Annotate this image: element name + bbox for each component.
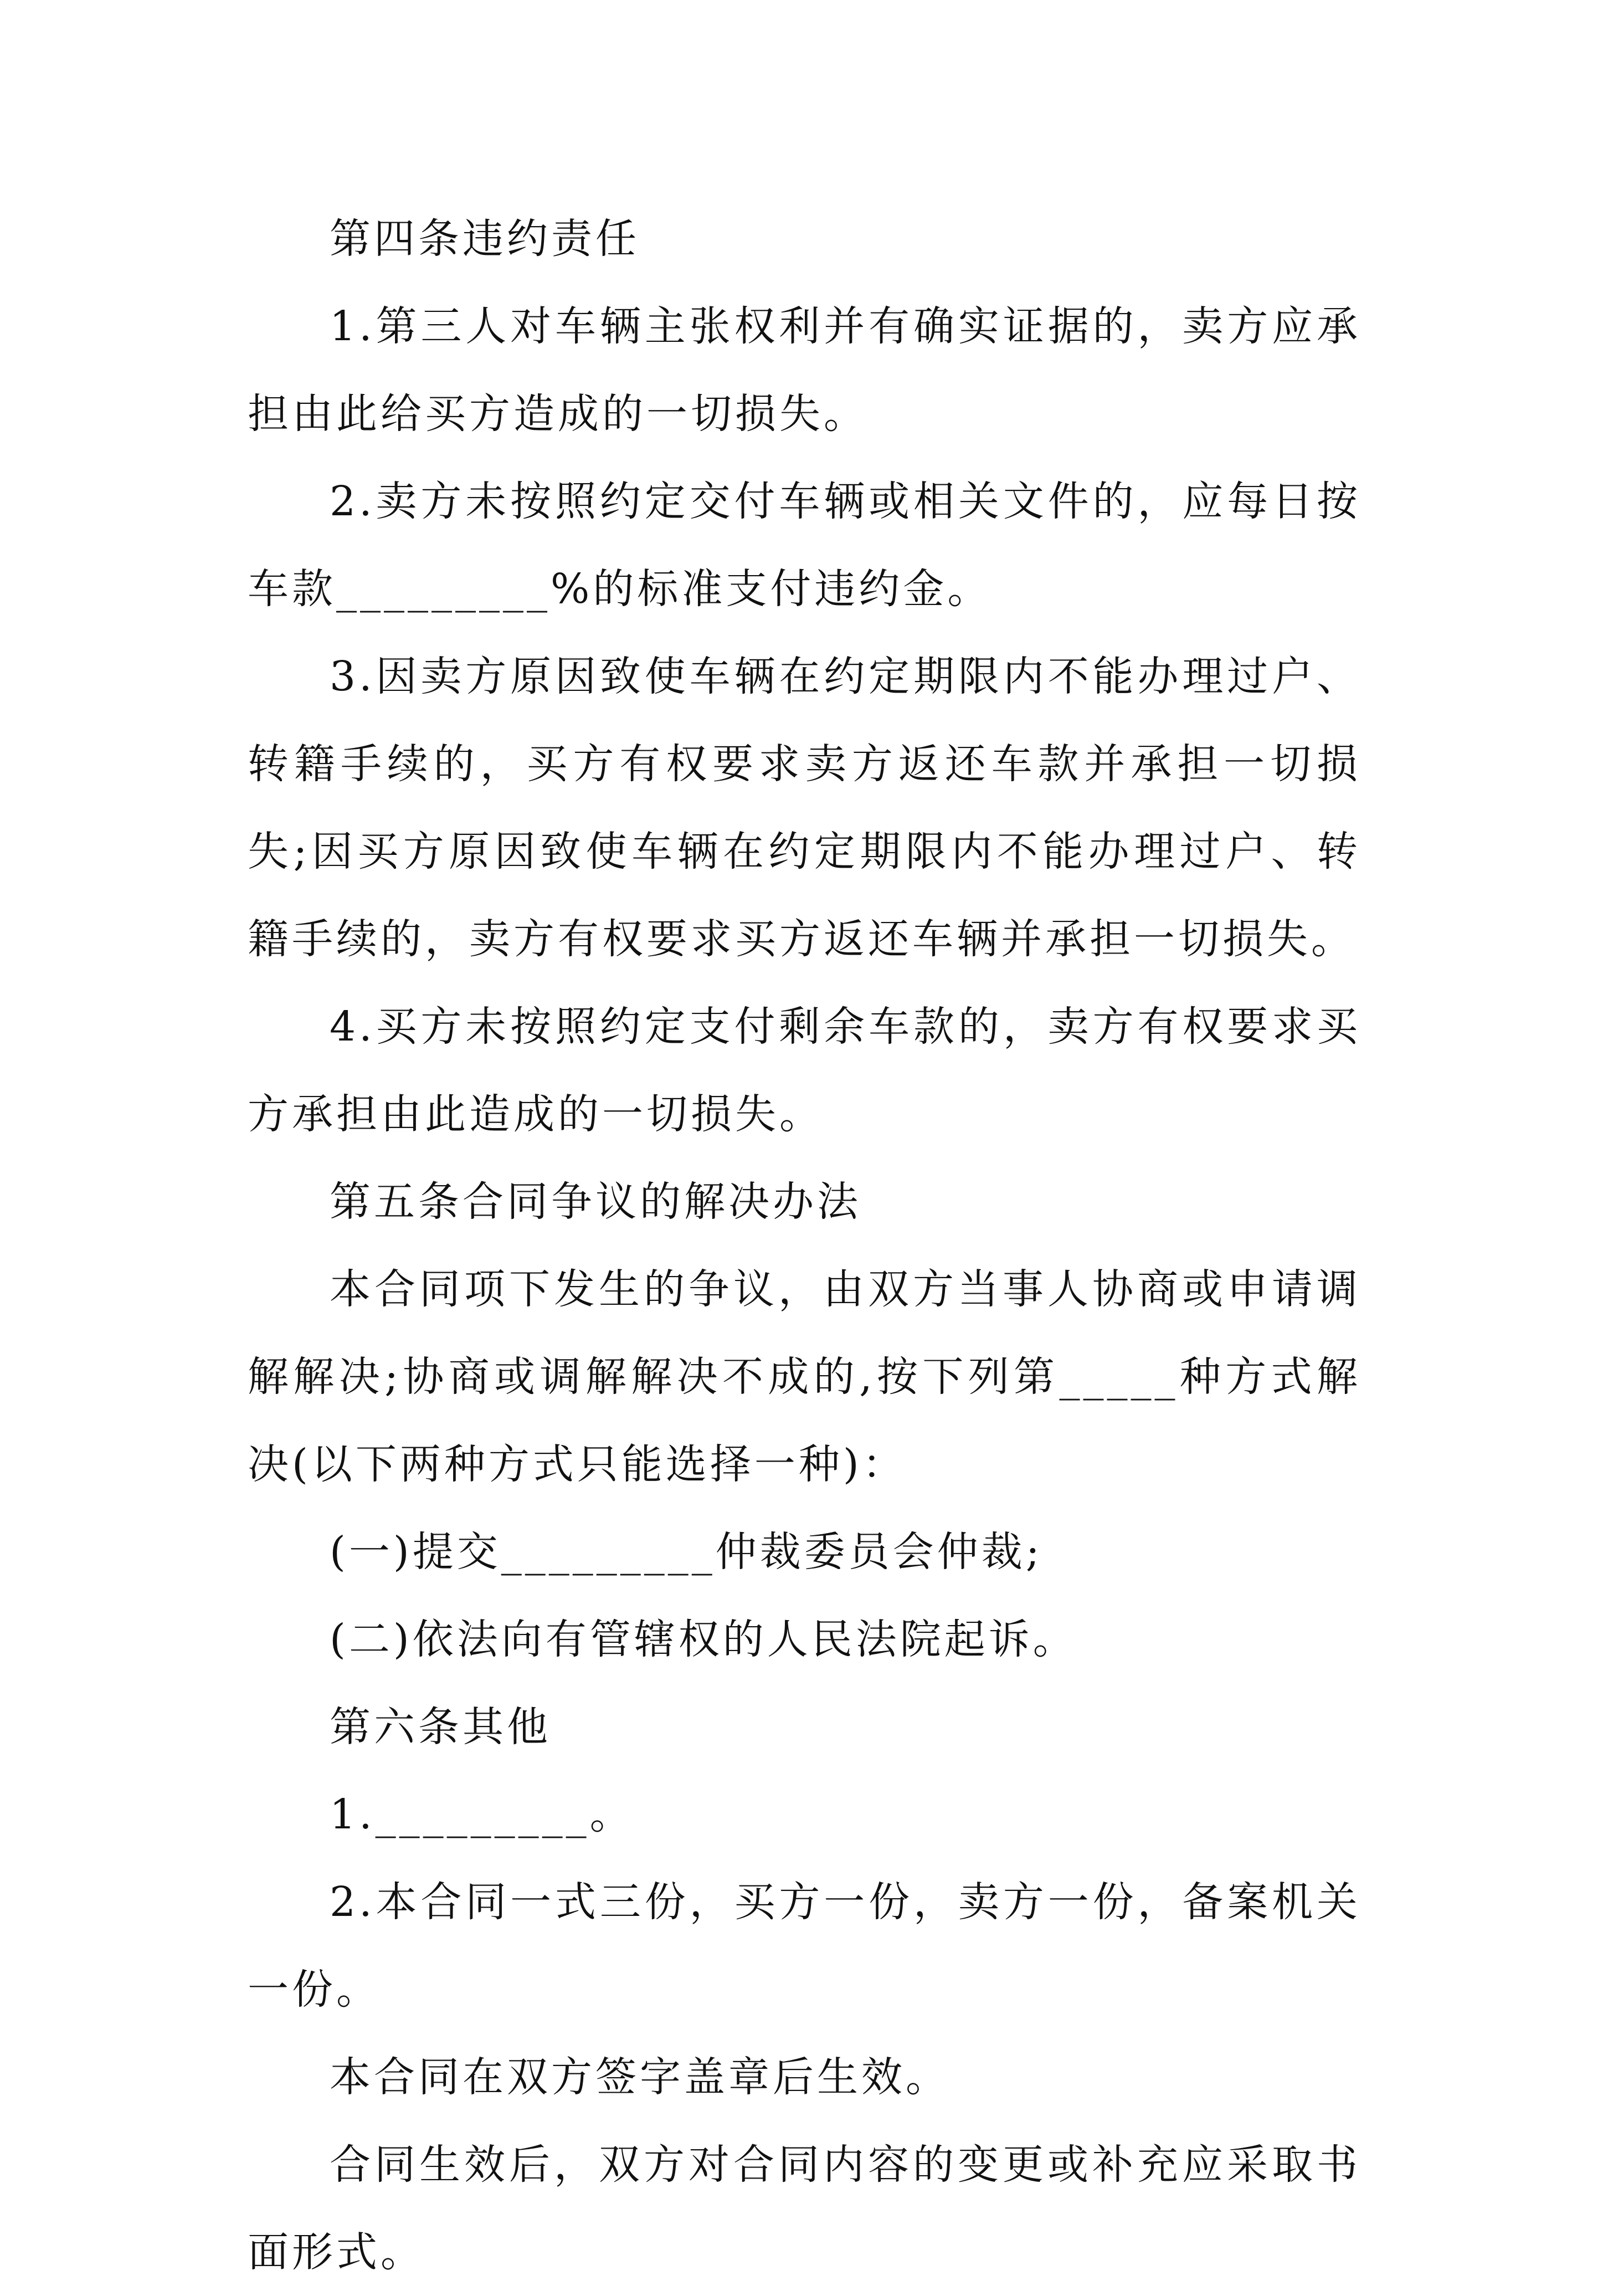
paragraph-amendment-clause: 合同生效后，双方对合同内容的变更或补充应采取书面形式。 (248, 2141, 1361, 2276)
paragraph-article-6-item-2: 2.本合同一式三份，买方一份，卖方一份，备案机关一份。 (248, 1878, 1361, 2013)
section-heading-article-5: 第五条合同争议的解决办法 (330, 1178, 861, 1226)
paragraph-article-5-option-1: (一)提交_________仲裁委员会仲裁; (330, 1528, 1043, 1576)
document-body (248, 195, 1361, 2296)
paragraph-article-6-item-1: 1._________。 (330, 1791, 634, 1838)
paragraph-article-4-item-4: 4.买方未按照约定支付剩余车款的，卖方有权要求买方承担由此造成的一切损失。 (248, 1003, 1361, 1138)
paragraph-article-5-main: 本合同项下发生的争议，由双方当事人协商或申请调解解决;协商或调解解决不成的,按下列第_____种方式解决(以下两种方式只能选择一种)： (248, 1265, 1361, 1488)
paragraph-effective-clause: 本合同在双方签字盖章后生效。 (330, 2053, 950, 2101)
paragraph-article-4-item-2: 2.卖方未按照约定交付车辆或相关文件的，应每日按车款_________%的标准支付违约金。 (248, 478, 1361, 613)
paragraph-article-5-option-2: (二)依法向有管辖权的人民法院起诉。 (330, 1616, 1077, 1663)
section-heading-article-6: 第六条其他 (330, 1703, 551, 1751)
section-heading-article-4: 第四条违约责任 (330, 215, 640, 263)
paragraph-article-4-item-1: 1.第三人对车辆主张权利并有确实证据的，卖方应承担由此给买方造成的一切损失。 (248, 303, 1361, 438)
paragraph-article-4-item-3: 3.因卖方原因致使车辆在约定期限内不能办理过户、转籍手续的，买方有权要求卖方返还车款并承担一切损失;因买方原因致使车辆在约定期限内不能办理过户、转籍手续的，卖方有权要求买方返还车辆并承担一切损失。 (248, 653, 1361, 963)
